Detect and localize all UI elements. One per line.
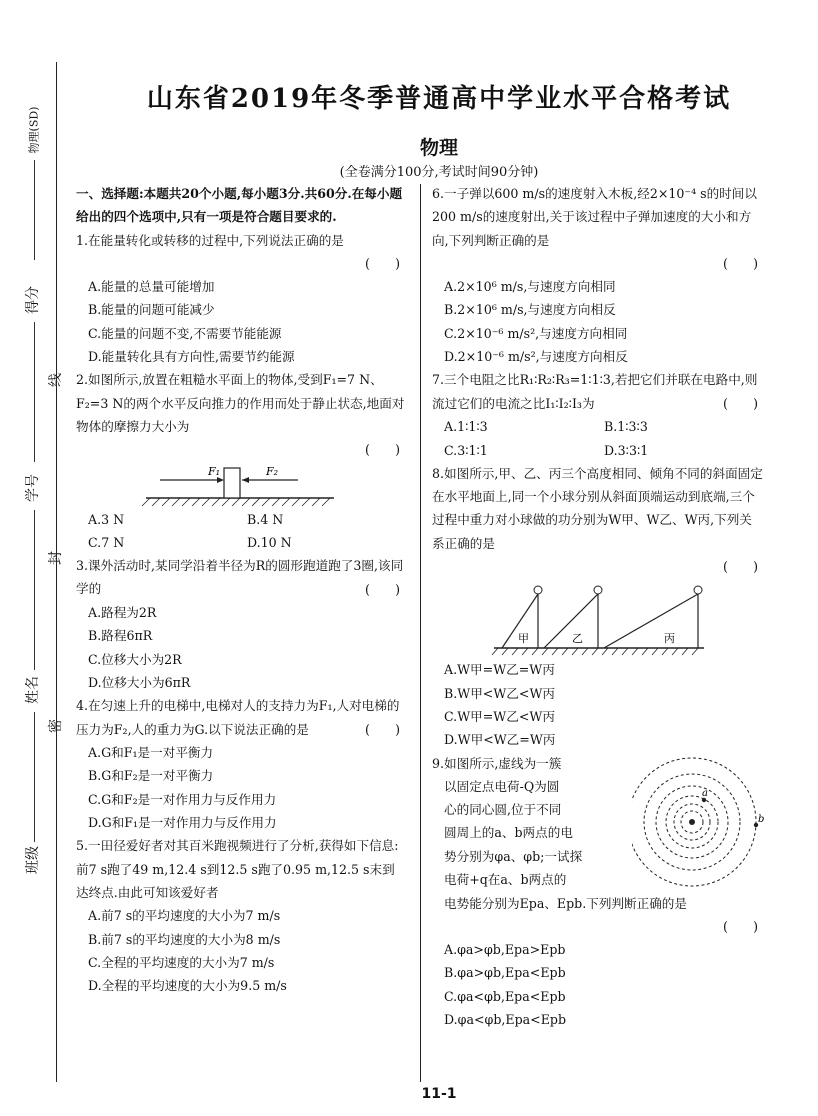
q9-stem-line-3: 心的同心圆,位于不同 — [444, 802, 562, 818]
q8-option-a: A.W甲=W乙=W丙 — [444, 662, 555, 678]
q8-option-d: D.W甲<W乙=W丙 — [444, 732, 556, 748]
q8-figure — [432, 578, 762, 658]
right-column — [432, 182, 764, 1031]
q4-answer-bracket: ( ) — [364, 721, 400, 737]
left-column — [76, 182, 406, 997]
q9-option-b: B.φa>φb,Epa<Epb — [444, 965, 566, 981]
q7-stem: 7.三个电阻之比R₁∶R₂∶R₃=1∶1∶3,若把它们并联在电路中,则流过它们的电流之比I₁∶I₂∶I₃为 — [432, 372, 758, 411]
q4-option-b: B.G和F₂是一对平衡力 — [88, 768, 214, 784]
q5-stem: 5.一田径爱好者对其百米跑视频进行了分析,获得如下信息:前7 s跑了49 m,12.4 s到12.5 s跑了0.95 m,12.5 s末到达终点.由此可知该爱好者 — [76, 838, 399, 900]
q2-fig-label-f2: F₂ — [266, 464, 279, 478]
q7-option-a: A.1∶1∶3 — [444, 419, 488, 435]
column-divider — [420, 184, 421, 1082]
student-id-label: 学号 — [25, 474, 41, 502]
q9-option-c: C.φa<φb,Epa<Epb — [444, 988, 566, 1004]
q9-answer-bracket: ( ) — [722, 918, 758, 934]
page-number: 11-1 — [421, 1086, 457, 1102]
q2-options-row-2 — [76, 531, 406, 554]
q4-option-d: D.G和F₁是一对作用力与反作用力 — [88, 815, 277, 831]
q8-stem: 8.如图所示,甲、乙、丙三个高度相同、倾角不同的斜面固定在水平地面上,同一个小球分别从斜面顶端运动到底端,三个过程中重力对小球做的功分别为W甲、W乙、W丙,下列关系正确的是 — [432, 465, 763, 551]
name-line — [34, 510, 35, 670]
exam-note: (全卷满分100分,考试时间90分钟) — [339, 165, 539, 180]
q8-fig-label-jia: 甲 — [518, 632, 529, 646]
q4-stem: 4.在匀速上升的电梯中,电梯对人的支持力为F₁,人对电梯的压力为F₂,人的重力为G.以下说法正确的是 — [76, 698, 400, 737]
q9-option-a: A.φa>φb,Epa>Epb — [444, 942, 566, 958]
q2-fig-label-f1: F₁ — [208, 464, 221, 478]
q2-answer-bracket: ( ) — [364, 442, 400, 458]
subject-code: 物理(SD) — [27, 106, 41, 154]
binding-margin — [0, 0, 64, 1116]
q3-option-a: A.路程为2R — [88, 605, 157, 621]
q7-answer-bracket: ( ) — [722, 395, 758, 411]
score-line — [34, 160, 35, 260]
q9-stem-line-4: 圆周上的a、b两点的电 — [444, 825, 573, 841]
q7-options-row-2 — [432, 439, 764, 462]
q9-stem-lines — [432, 752, 632, 892]
q2-option-b: B.4 N — [247, 511, 284, 527]
q1-stem: 1.在能量转化或转移的过程中,下列说法正确的是 — [76, 232, 344, 248]
q8-fig-label-bing: 丙 — [664, 632, 675, 646]
q2-stem: 2.如图所示,放置在粗糙水平面上的物体,受到F₁=7 N、F₂=3 N的两个水平反向推力的作用而处于静止状态,地面对物体的摩擦力大小为 — [76, 372, 405, 434]
q8-option-c: C.W甲=W乙<W丙 — [444, 708, 555, 724]
q3-option-b: B.路程6πR — [88, 628, 153, 644]
q9-stem-line-6: 电荷+q在a、b两点的 — [444, 872, 567, 888]
q2-option-a: A.3 N — [88, 511, 125, 527]
q4-option-c: C.G和F₂是一对作用力与反作用力 — [88, 791, 277, 807]
q8-option-b: B.W甲<W乙<W丙 — [444, 685, 555, 701]
class-label: 班级 — [25, 846, 41, 874]
q2-option-d: D.10 N — [247, 534, 292, 550]
q9-stem-tail: 电势能分别为Epa、Epb.下列判断正确的是 — [444, 895, 687, 911]
q5-option-c: C.全程的平均速度的大小为7 m/s — [88, 954, 275, 970]
q9-fig-label-b: b — [758, 813, 764, 825]
q5-option-b: B.前7 s的平均速度的大小为8 m/s — [88, 931, 281, 947]
class-line — [34, 712, 35, 842]
q9-block — [432, 752, 764, 892]
subject-title: 物理 — [419, 137, 458, 159]
q9-stem-line-2: 以固定点电荷-Q为圆 — [444, 778, 560, 794]
seal-mark-feng: 封 — [45, 551, 65, 565]
q1-option-c: C.能量的问题不变,不需要节能能源 — [88, 325, 282, 341]
q4-option-a: A.G和F₁是一对平衡力 — [88, 745, 214, 761]
q3-answer-bracket: ( ) — [364, 581, 400, 597]
q7-options-row-1 — [432, 415, 764, 438]
exam-title: 山东省2019年冬季普通高中学业水平合格考试 — [146, 84, 732, 114]
q6-option-d: D.2×10⁻⁶ m/s²,与速度方向相反 — [444, 349, 628, 365]
q2-option-c: C.7 N — [88, 534, 125, 550]
q6-stem: 6.一子弹以600 m/s的速度射入木板,经2×10⁻⁴ s的时间以200 m/s的速度射出,关于该过程中子弹加速度的大小和方向,下列判断正确的是 — [432, 186, 757, 248]
q3-option-c: C.位移大小为2R — [88, 651, 182, 667]
q9-option-d: D.φa<φb,Epa<Epb — [444, 1012, 567, 1028]
score-label: 得分 — [25, 286, 41, 314]
q9-figure — [632, 752, 764, 892]
q5-option-a: A.前7 s的平均速度的大小为7 m/s — [88, 908, 281, 924]
q9-stem-line-1: 9.如图所示,虚线为一簇 — [432, 755, 562, 771]
seal-mark-xian: 线 — [45, 373, 65, 387]
q9-stem-line-5: 势分别为φa、φb;一试探 — [444, 848, 583, 864]
q2-figure — [76, 462, 406, 508]
q2-options-row-1 — [76, 508, 406, 531]
q6-option-a: A.2×10⁶ m/s,与速度方向相同 — [444, 279, 616, 295]
q1-answer-bracket: ( ) — [364, 255, 400, 271]
q6-option-c: C.2×10⁻⁶ m/s²,与速度方向相同 — [444, 325, 628, 341]
q9-fig-label-a: a — [702, 787, 708, 799]
section-heading: 一、选择题:本题共20个小题,每小题3分.共60分.在每小题给出的四个选项中,只有一项是符合题目要求的. — [76, 186, 403, 225]
q7-option-b: B.1∶3∶3 — [604, 419, 648, 435]
name-label: 姓名 — [25, 676, 41, 704]
seal-mark-mi: 密 — [45, 719, 65, 733]
q1-option-d: D.能量转化具有方向性,需要节约能源 — [88, 349, 295, 365]
q1-option-a: A.能量的总量可能增加 — [88, 279, 215, 295]
q8-fig-label-yi: 乙 — [572, 632, 583, 646]
q3-stem: 3.课外活动时,某同学沿着半径为R的圆形跑道跑了3圈,该同学的 — [76, 558, 404, 597]
q7-option-d: D.3∶3∶1 — [604, 442, 649, 458]
student-id-line — [34, 322, 35, 462]
q5-option-d: D.全程的平均速度的大小为9.5 m/s — [88, 978, 287, 994]
q3-option-d: D.位移大小为6πR — [88, 674, 191, 690]
q7-option-c: C.3∶1∶1 — [444, 442, 488, 458]
q6-option-b: B.2×10⁶ m/s,与速度方向相反 — [444, 302, 616, 318]
q8-answer-bracket: ( ) — [722, 559, 758, 575]
q1-option-b: B.能量的问题可能减少 — [88, 302, 215, 318]
q6-answer-bracket: ( ) — [722, 255, 758, 271]
binding-line — [56, 62, 57, 1082]
